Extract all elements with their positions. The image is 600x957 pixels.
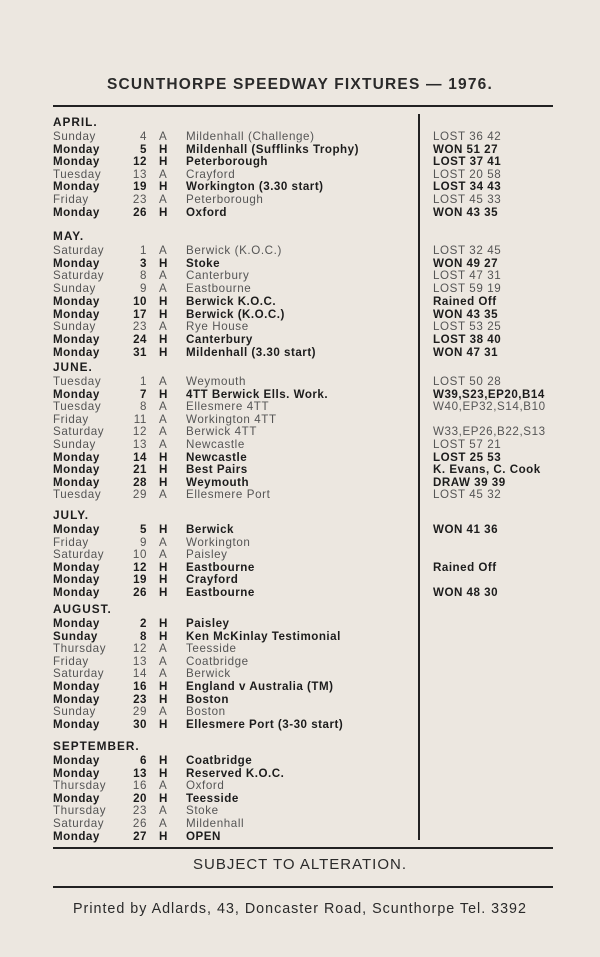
- fixture-opponent: England v Australia (TM): [186, 680, 334, 693]
- fixture-venue: H: [159, 754, 168, 767]
- fixture-day: Monday: [53, 692, 100, 706]
- page-title: SCUNTHORPE SPEEDWAY FIXTURES — 1976.: [106, 76, 494, 93]
- month-heading: SEPTEMBER.: [53, 739, 140, 753]
- fixture-day: Sunday: [53, 438, 96, 451]
- fixture-result: LOST 25 53: [433, 450, 502, 464]
- fixture-opponent: Mildenhall (Challenge): [186, 130, 315, 143]
- fixture-venue: A: [159, 400, 168, 414]
- fixture-opponent: Berwick 4TT: [186, 425, 258, 439]
- fixture-opponent: Coatbridge: [186, 654, 249, 668]
- fixture-result: WON 51 27: [433, 142, 499, 156]
- fixture-result: LOST 32 45: [433, 244, 502, 257]
- fixture-opponent: Crayford: [186, 167, 236, 181]
- fixture-date: 17: [133, 307, 147, 321]
- fixture-day: Saturday: [53, 269, 105, 283]
- fixture-date: 13: [132, 654, 147, 668]
- fixture-result: LOST 45 33: [433, 193, 502, 206]
- fixture-day: Sunday: [53, 629, 98, 643]
- fixture-opponent: Coatbridge: [186, 754, 253, 767]
- fixture-day: Monday: [53, 307, 100, 321]
- fixture-opponent: Berwick: [186, 523, 234, 536]
- fixture-date: 16: [133, 680, 147, 693]
- fixture-date: 19: [133, 180, 147, 194]
- fixture-day: Monday: [53, 617, 100, 630]
- fixture-opponent: Peterborough: [186, 193, 264, 206]
- fixture-day: Monday: [53, 142, 100, 156]
- fixture-day: Tuesday: [53, 375, 102, 388]
- fixture-day: Monday: [53, 586, 100, 599]
- fixture-result: Rained Off: [433, 560, 497, 574]
- fixture-result: WON 41 36: [433, 523, 499, 536]
- fixture-day: Saturday: [53, 667, 105, 681]
- fixture-opponent: Peterborough: [186, 155, 269, 169]
- fixture-date: 12: [133, 155, 147, 169]
- fixture-opponent: Stoke: [186, 256, 221, 270]
- fixture-day: Thursday: [53, 804, 107, 818]
- fixture-opponent: Berwick: [186, 667, 231, 681]
- fixture-date: 13: [132, 167, 147, 181]
- fixture-day: Friday: [53, 535, 89, 549]
- fixture-opponent: Berwick (K.O.C.): [186, 307, 285, 321]
- fixture-venue: H: [159, 332, 168, 346]
- fixture-opponent: Teesside: [186, 791, 239, 805]
- fixture-date: 19: [133, 573, 147, 587]
- fixture-opponent: Rye House: [186, 320, 249, 334]
- fixture-venue: A: [159, 779, 168, 793]
- fixture-venue: H: [159, 680, 168, 693]
- fixture-venue: H: [159, 560, 168, 574]
- fixture-venue: H: [159, 791, 168, 805]
- fixture-date: 20: [133, 791, 147, 805]
- fixture-result: WON 49 27: [433, 256, 499, 270]
- fixture-venue: A: [159, 425, 168, 439]
- fixture-date: 14: [133, 450, 147, 464]
- fixture-venue: H: [159, 766, 168, 780]
- fixture-opponent: Mildenhall: [186, 817, 245, 830]
- printer-line: Printed by Adlards, 43, Doncaster Road, Scunthorpe Tel. 3392: [73, 901, 527, 917]
- fixture-venue: H: [159, 294, 168, 308]
- fixture-opponent: Berwick (K.O.C.): [186, 244, 282, 257]
- fixture-date: 23: [132, 193, 147, 206]
- fixture-result: LOST 50 28: [433, 375, 502, 388]
- fixture-day: Monday: [53, 450, 100, 464]
- fixture-venue: H: [159, 829, 168, 843]
- fixture-venue: H: [159, 387, 168, 401]
- fixture-venue: H: [159, 717, 168, 731]
- fixture-date: 26: [133, 586, 147, 599]
- fixture-venue: A: [159, 535, 168, 549]
- fixture-day: Monday: [53, 791, 100, 805]
- fixture-venue: H: [159, 692, 168, 706]
- fixture-opponent: Ellesmere Port (3-30 start): [186, 717, 344, 731]
- fixture-date: 1: [139, 244, 147, 257]
- fixture-day: Saturday: [53, 548, 105, 562]
- fixture-result: LOST 45 32: [433, 488, 502, 502]
- month-heading: JULY.: [53, 508, 90, 522]
- fixture-date: 10: [133, 294, 147, 308]
- fixture-date: 23: [133, 692, 147, 706]
- fixture-date: 1: [139, 375, 147, 388]
- fixture-day: Monday: [53, 766, 100, 780]
- fixture-result: W33,EP26,B22,S13: [433, 425, 546, 439]
- fixture-opponent: Stoke: [186, 804, 219, 818]
- fixture-opponent: Ken McKinlay Testimonial: [186, 629, 341, 643]
- fixture-result: WON 47 31: [433, 345, 499, 359]
- fixture-date: 29: [132, 488, 147, 502]
- fixture-date: 9: [139, 535, 147, 549]
- month-heading: AUGUST.: [53, 602, 112, 616]
- fixture-venue: A: [159, 375, 168, 388]
- fixture-day: Monday: [53, 523, 100, 536]
- fixture-day: Saturday: [53, 817, 105, 830]
- fixture-date: 14: [132, 667, 147, 681]
- fixture-opponent: Workington: [186, 535, 251, 549]
- fixture-day: Tuesday: [53, 167, 102, 181]
- fixture-result: Rained Off: [433, 294, 497, 308]
- fixture-opponent: 4TT Berwick Ells. Work.: [186, 387, 329, 401]
- fixture-date: 12: [132, 642, 147, 656]
- fixture-venue: H: [159, 573, 168, 587]
- fixture-result: LOST 47 31: [433, 269, 502, 283]
- fixture-date: 3: [140, 256, 147, 270]
- fixture-opponent: Workington 4TT: [186, 412, 277, 426]
- fixture-opponent: Eastbourne: [186, 560, 255, 574]
- fixture-opponent: OPEN: [186, 829, 221, 843]
- fixture-day: Saturday: [53, 425, 105, 439]
- fixture-date: 11: [133, 412, 147, 426]
- fixture-venue: A: [159, 167, 168, 181]
- fixture-opponent: Berwick K.O.C.: [186, 294, 277, 308]
- fixture-opponent: Best Pairs: [186, 463, 248, 477]
- fixture-opponent: Crayford: [186, 573, 239, 587]
- fixture-opponent: Paisley: [186, 548, 228, 562]
- fixture-venue: A: [159, 130, 168, 143]
- lower-rule: [53, 886, 553, 888]
- fixture-date: 4: [139, 130, 147, 143]
- fixture-result: W40,EP32,S14,B10: [433, 400, 546, 414]
- fixture-day: Monday: [53, 680, 100, 693]
- fixture-venue: A: [159, 320, 168, 334]
- fixture-date: 13: [132, 438, 147, 451]
- fixture-venue: A: [159, 667, 168, 681]
- fixture-day: Thursday: [53, 642, 107, 656]
- fixture-result: LOST 38 40: [433, 332, 502, 346]
- fixture-date: 7: [140, 387, 147, 401]
- fixture-date: 10: [132, 548, 147, 562]
- fixture-opponent: Mildenhall (Sufflinks Trophy): [186, 142, 359, 156]
- fixture-date: 8: [140, 629, 147, 643]
- fixture-day: Thursday: [53, 779, 107, 793]
- month-heading: JUNE.: [53, 360, 93, 374]
- fixture-day: Monday: [53, 717, 100, 731]
- fixture-opponent: Eastbourne: [186, 282, 252, 296]
- fixture-venue: A: [159, 412, 168, 426]
- fixture-day: Friday: [53, 412, 89, 426]
- fixture-opponent: Eastbourne: [186, 586, 255, 599]
- fixture-venue: A: [159, 817, 168, 830]
- fixture-date: 9: [139, 282, 147, 296]
- fixture-opponent: Weymouth: [186, 475, 250, 489]
- fixture-venue: A: [159, 548, 168, 562]
- fixture-venue: A: [159, 654, 168, 668]
- fixture-day: Monday: [53, 573, 100, 587]
- fixture-venue: H: [159, 523, 168, 536]
- fixture-date: 6: [140, 754, 147, 767]
- fixture-venue: H: [159, 475, 168, 489]
- fixture-date: 8: [139, 269, 147, 283]
- fixture-venue: H: [159, 180, 168, 194]
- fixture-venue: H: [159, 155, 168, 169]
- fixture-date: 31: [133, 345, 147, 359]
- fixture-day: Monday: [53, 829, 100, 843]
- middle-rule: [53, 847, 553, 849]
- fixture-venue: H: [159, 142, 168, 156]
- fixture-day: Friday: [53, 193, 89, 206]
- fixture-result: LOST 20 58: [433, 167, 502, 181]
- fixture-opponent: Workington (3.30 start): [186, 180, 324, 194]
- fixture-day: Sunday: [53, 705, 96, 719]
- fixture-venue: A: [159, 438, 168, 451]
- fixture-venue: A: [159, 705, 168, 719]
- fixture-venue: A: [159, 804, 168, 818]
- fixture-day: Monday: [53, 332, 100, 346]
- fixture-date: 5: [140, 523, 147, 536]
- fixture-venue: A: [159, 282, 168, 296]
- fixture-venue: H: [159, 463, 168, 477]
- fixture-day: Saturday: [53, 244, 105, 257]
- fixture-result: K. Evans, C. Cook: [433, 463, 541, 477]
- fixture-date: 30: [133, 717, 147, 731]
- fixture-day: Friday: [53, 654, 89, 668]
- fixture-opponent: Newcastle: [186, 438, 245, 451]
- fixture-opponent: Ellesmere Port: [186, 488, 271, 502]
- fixture-result: LOST 37 41: [433, 155, 502, 169]
- fixture-day: Monday: [53, 560, 100, 574]
- fixture-venue: H: [159, 629, 168, 643]
- fixture-date: 24: [133, 332, 147, 346]
- fixture-date: 26: [133, 205, 147, 219]
- fixture-opponent: Oxford: [186, 779, 225, 793]
- fixture-result: WON 48 30: [433, 586, 499, 599]
- fixture-venue: H: [159, 586, 168, 599]
- fixture-venue: A: [159, 193, 168, 206]
- fixture-opponent: Weymouth: [186, 375, 247, 388]
- fixture-date: 12: [132, 425, 147, 439]
- top-rule: [53, 105, 553, 107]
- fixture-result: LOST 59 19: [433, 282, 502, 296]
- fixture-date: 2: [140, 617, 147, 630]
- fixture-venue: H: [159, 345, 168, 359]
- fixture-result: LOST 34 43: [433, 180, 502, 194]
- fixture-result: LOST 53 25: [433, 320, 502, 334]
- fixture-result: LOST 57 21: [433, 438, 502, 451]
- fixture-opponent: Paisley: [186, 617, 230, 630]
- fixture-date: 16: [132, 779, 147, 793]
- fixture-date: 23: [132, 320, 147, 334]
- fixture-opponent: Newcastle: [186, 450, 248, 464]
- fixture-opponent: Ellesmere 4TT: [186, 400, 270, 414]
- fixture-day: Sunday: [53, 130, 96, 143]
- fixture-result: WON 43 35: [433, 307, 499, 321]
- fixture-day: Monday: [53, 294, 100, 308]
- fixture-day: Monday: [53, 475, 100, 489]
- subject-to-alteration-notice: SUBJECT TO ALTERATION.: [193, 856, 407, 873]
- fixture-opponent: Canterbury: [186, 269, 250, 283]
- results-divider: [418, 114, 420, 840]
- fixture-venue: H: [159, 450, 168, 464]
- fixture-day: Monday: [53, 463, 100, 477]
- fixture-venue: H: [159, 617, 168, 630]
- fixture-date: 13: [133, 766, 147, 780]
- fixture-opponent: Canterbury: [186, 332, 253, 346]
- fixture-opponent: Boston: [186, 692, 229, 706]
- fixture-date: 26: [132, 817, 147, 830]
- fixture-venue: H: [159, 205, 168, 219]
- fixture-day: Sunday: [53, 320, 96, 334]
- fixture-date: 28: [133, 475, 147, 489]
- fixture-opponent: Mildenhall (3.30 start): [186, 345, 317, 359]
- fixture-opponent: Oxford: [186, 205, 228, 219]
- fixture-day: Monday: [53, 387, 100, 401]
- fixture-result: W39,S23,EP20,B14: [433, 387, 545, 401]
- fixture-date: 23: [132, 804, 147, 818]
- fixture-venue: H: [159, 256, 168, 270]
- fixture-result: WON 43 35: [433, 205, 499, 219]
- fixture-day: Monday: [53, 256, 100, 270]
- fixture-venue: A: [159, 488, 168, 502]
- fixture-opponent: Reserved K.O.C.: [186, 766, 285, 780]
- fixture-date: 12: [133, 560, 147, 574]
- month-heading: MAY.: [53, 229, 85, 243]
- fixture-date: 5: [140, 142, 147, 156]
- fixture-venue: A: [159, 269, 168, 283]
- fixture-day: Tuesday: [53, 488, 102, 502]
- fixture-venue: A: [159, 244, 168, 257]
- fixture-result: DRAW 39 39: [433, 475, 506, 489]
- fixture-day: Monday: [53, 205, 100, 219]
- fixture-day: Monday: [53, 345, 100, 359]
- fixture-date: 8: [139, 400, 147, 414]
- fixture-date: 21: [133, 463, 147, 477]
- fixture-day: Tuesday: [53, 400, 102, 414]
- fixture-date: 27: [133, 829, 147, 843]
- fixture-date: 29: [132, 705, 147, 719]
- fixture-opponent: Teesside: [186, 642, 237, 656]
- fixture-result: LOST 36 42: [433, 130, 502, 143]
- fixture-day: Monday: [53, 180, 100, 194]
- fixture-day: Sunday: [53, 282, 96, 296]
- fixture-day: Monday: [53, 155, 100, 169]
- fixture-opponent: Boston: [186, 705, 226, 719]
- fixture-day: Monday: [53, 754, 100, 767]
- fixture-venue: A: [159, 642, 168, 656]
- month-heading: APRIL.: [53, 115, 98, 129]
- fixture-venue: H: [159, 307, 168, 321]
